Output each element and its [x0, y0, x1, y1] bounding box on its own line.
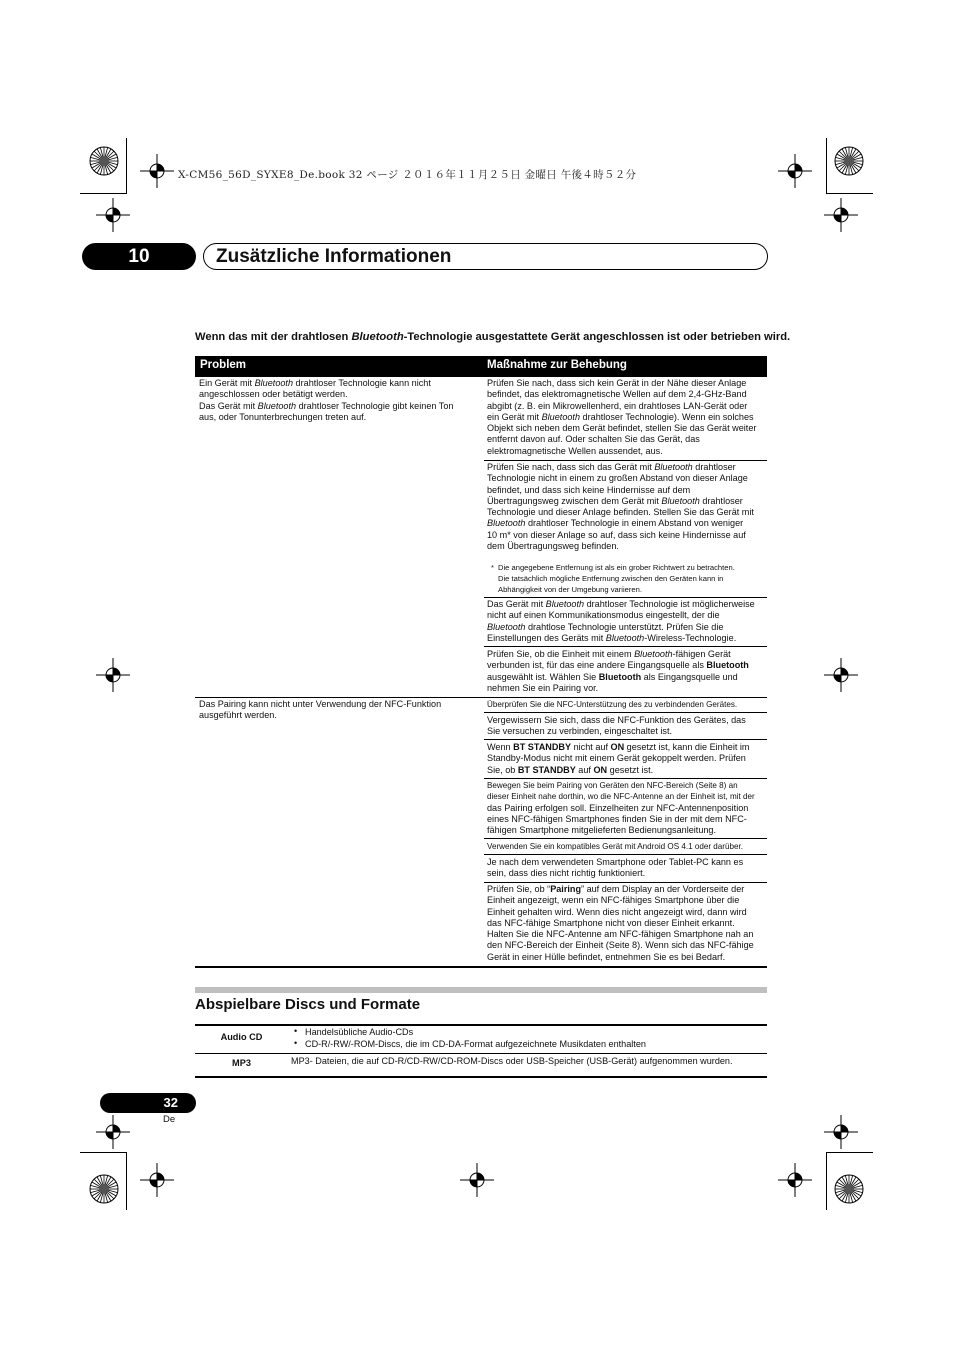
crosshair-icon	[778, 1163, 812, 1197]
text-line: aus, oder Tonunterbrechungen treten auf.	[199, 411, 367, 422]
registration-circle-icon	[86, 143, 122, 179]
problem-cell: Das Pairing kann nicht unter Verwendung der NFC-Funktion ausgeführt werden.	[199, 699, 442, 721]
bullet: •	[294, 1026, 298, 1036]
crop-mark	[826, 193, 873, 194]
crop-mark	[126, 1152, 127, 1210]
solution-cell: Das Gerät mit Bluetooth drahtloser Technologie ist möglicherweise nicht auf einen Kommunikationsmodus eingestellt, der die Bluetooth drahtlose Technologie unterstützt. Prüfen Sie die Einstellungen des Geräts mit Bluetooth-Wireless-Technologie.	[487, 599, 755, 643]
page-number: 32	[100, 1093, 196, 1113]
solution-cell: Prüfen Sie nach, dass sich kein Gerät in der Nähe dieser Anlage befindet, das elektromagnetische Wellen auf dem 2,4-GHz-Band abgibt (z. B. ein Mikrowellenherd, ein drahtloses LAN-Gerät oder ein Gerät mit Bluetooth drahtloser Technologie). Wenn ein solches Objekt sich neben dem Gerät befindet, stellen Sie das Gerät weiter entfernt davon auf. Oder schalten Sie das Gerät, das elektromagnetische Wellen aussendet, aus.	[487, 378, 757, 456]
solution-cell: Prüfen Sie, ob “Pairing” auf dem Display an der Vorderseite der Einheit angezeigt, wenn ein NFC-fähiges Smartphone über die Einheit gehalten wird. Wenn dies nicht angezeigt wird, dann wird das NFC-fähige Smartphone nicht von dieser Einheit erkannt. Halten Sie die NFC-Antenne am NFC-fähigen Smartphone nah an den NFC-Bereich der Einheit (Seite 8). Wenn sich das NFC-fähige Gerät in einer Hülle befindet, entnehmen Sie es bei Bedarf.	[487, 884, 754, 962]
footnote: * Die angegebene Entfernung ist als ein grober Richtwert zu betrachten. Die tatsächlich mögliche Entfernung zwischen den Geräten kann in Abhängigkeit von der Umgebung variieren.	[491, 563, 735, 594]
format-table-bottom-rule	[195, 1076, 767, 1078]
format-label-audio-cd: Audio CD	[220, 1032, 263, 1042]
solution-cell: Bewegen Sie beim Pairing von Geräten den NFC-Bereich (Seite 8) an dieser Einheit nahe dorthin, wo die NFC-Antenne an der Einheit ist, mit der das Pairing erfolgen soll. Einzelheiten zur NFC-Antennenposition	[487, 781, 755, 813]
format-item: CD-R/-RW/-ROM-Discs, die im CD-DA-Format aufgezeichnete Musikdaten enthalten	[305, 1039, 646, 1049]
crop-mark	[80, 1152, 127, 1153]
solution-cell: Vergewissern Sie sich, dass die NFC-Funktion des Gerätes, das Sie versuchen zu verbinden, eingeschaltet ist.	[487, 715, 746, 737]
crosshair-icon	[96, 198, 130, 232]
format-table-top-rule	[195, 1024, 767, 1026]
crop-mark	[826, 1152, 873, 1153]
text-line: Das Gerät mit Bluetooth drahtloser Technologie gibt keinen Ton	[199, 400, 454, 411]
registration-circle-icon	[831, 1171, 867, 1207]
row-divider	[484, 739, 767, 740]
row-divider	[484, 646, 767, 647]
crop-mark	[80, 193, 127, 194]
solution-cell: Prüfen Sie nach, dass sich das Gerät mit Bluetooth drahtloser Technologie nicht in einem zu großen Abstand von dieser Anlage befindet, und dass sich keine Hindernisse auf dem Übertragungsweg zwischen dem Gerät mit Bluetooth drahtloser Technologie und dieser Anlage befinden. Stellen Sie das Gerät mit Bluetooth drahtloser Technologie in einem Abstand von weniger 10 m* von dieser Anlage so auf, dass sich keine Hindernisse auf dem Übertragungsweg befinden.	[487, 462, 754, 552]
row-divider	[484, 712, 767, 713]
column-header-problem: Problem	[200, 359, 247, 371]
solution-cell-continued: eines NFC-fähigen Smartphones finden Sie in der mit dem NFC- fähigen Smartphone mitgelieferten Bedienungsanleitung.	[487, 814, 747, 836]
crosshair-icon	[96, 1115, 130, 1149]
row-divider	[484, 778, 767, 779]
chapter-title: Zusätzliche Informationen	[216, 246, 452, 267]
row-divider	[484, 854, 767, 855]
registration-circle-icon	[86, 1171, 122, 1207]
bullet: •	[294, 1038, 298, 1048]
text-line: Ein Gerät mit Bluetooth drahtloser Technologie kann nicht	[199, 378, 431, 388]
solution-cell: Verwenden Sie ein kompatibles Gerät mit Android OS 4.1 oder darüber.	[487, 842, 743, 851]
section-title: Abspielbare Discs und Formate	[195, 996, 421, 1013]
column-header-solution: Maßnahme zur Behebung	[487, 359, 627, 371]
row-divider	[484, 460, 767, 461]
language-code: De	[163, 1114, 176, 1125]
solution-cell: Überprüfen Sie die NFC-Unterstützung des zu verbindenden Gerätes.	[487, 700, 738, 709]
crosshair-icon	[140, 1163, 174, 1197]
crosshair-icon	[140, 154, 174, 188]
solution-cell: Wenn BT STANDBY nicht auf ON gesetzt ist, kann die Einheit im Standby-Modus nicht mit einem Gerät gekoppelt werden. Prüfen Sie, ob BT STANDBY auf ON gesetzt ist.	[487, 742, 750, 775]
row-divider	[484, 597, 767, 598]
solution-cell: Je nach dem verwendeten Smartphone oder Tablet-PC kann es sein, dass dies nicht richtig funktioniert.	[487, 857, 744, 879]
crop-mark	[826, 138, 827, 194]
format-item: MP3- Dateien, die auf CD-R/CD-RW/CD-ROM-Discs oder USB-Speicher (USB-Gerät) aufgenommen wurden.	[291, 1056, 733, 1066]
row-divider	[484, 838, 767, 839]
crosshair-icon	[778, 154, 812, 188]
crop-mark	[126, 138, 127, 194]
crosshair-icon	[824, 658, 858, 692]
crop-mark	[826, 1152, 827, 1210]
section-bar	[195, 987, 767, 993]
registration-circle-icon	[831, 143, 867, 179]
section-lead: Wenn das mit der drahtlosen Bluetooth-Technologie ausgestattete Gerät angeschlossen ist oder betrieben wird.	[195, 331, 791, 343]
problem-cell	[199, 378, 469, 423]
table-header	[195, 356, 767, 377]
crosshair-icon	[96, 658, 130, 692]
book-slug: X-CM56_56D_SYXE8_De.book 32 ページ ２０１６年１１月２５日 金曜日 午後４時５２分	[178, 169, 637, 181]
crosshair-icon	[824, 198, 858, 232]
row-divider	[484, 882, 767, 883]
format-row-divider	[195, 1053, 767, 1054]
format-label-mp3: MP3	[232, 1058, 251, 1068]
solution-cell: Prüfen Sie, ob die Einheit mit einem Bluetooth-fähigen Gerät verbunden ist, für das eine andere Eingangsquelle als Bluetooth ausgewählt ist. Wählen Sie Bluetooth als Eingangsquelle und nehmen Sie ein Pairing vor.	[487, 649, 749, 693]
crosshair-icon	[460, 1163, 494, 1197]
format-item: Handelsübliche Audio-CDs	[305, 1027, 414, 1037]
crosshair-icon	[824, 1115, 858, 1149]
table-bottom-rule	[195, 966, 767, 968]
text-line: angeschlossen oder betätigt werden.	[199, 389, 348, 400]
chapter-number: 10	[82, 243, 196, 270]
row-divider	[195, 697, 767, 698]
